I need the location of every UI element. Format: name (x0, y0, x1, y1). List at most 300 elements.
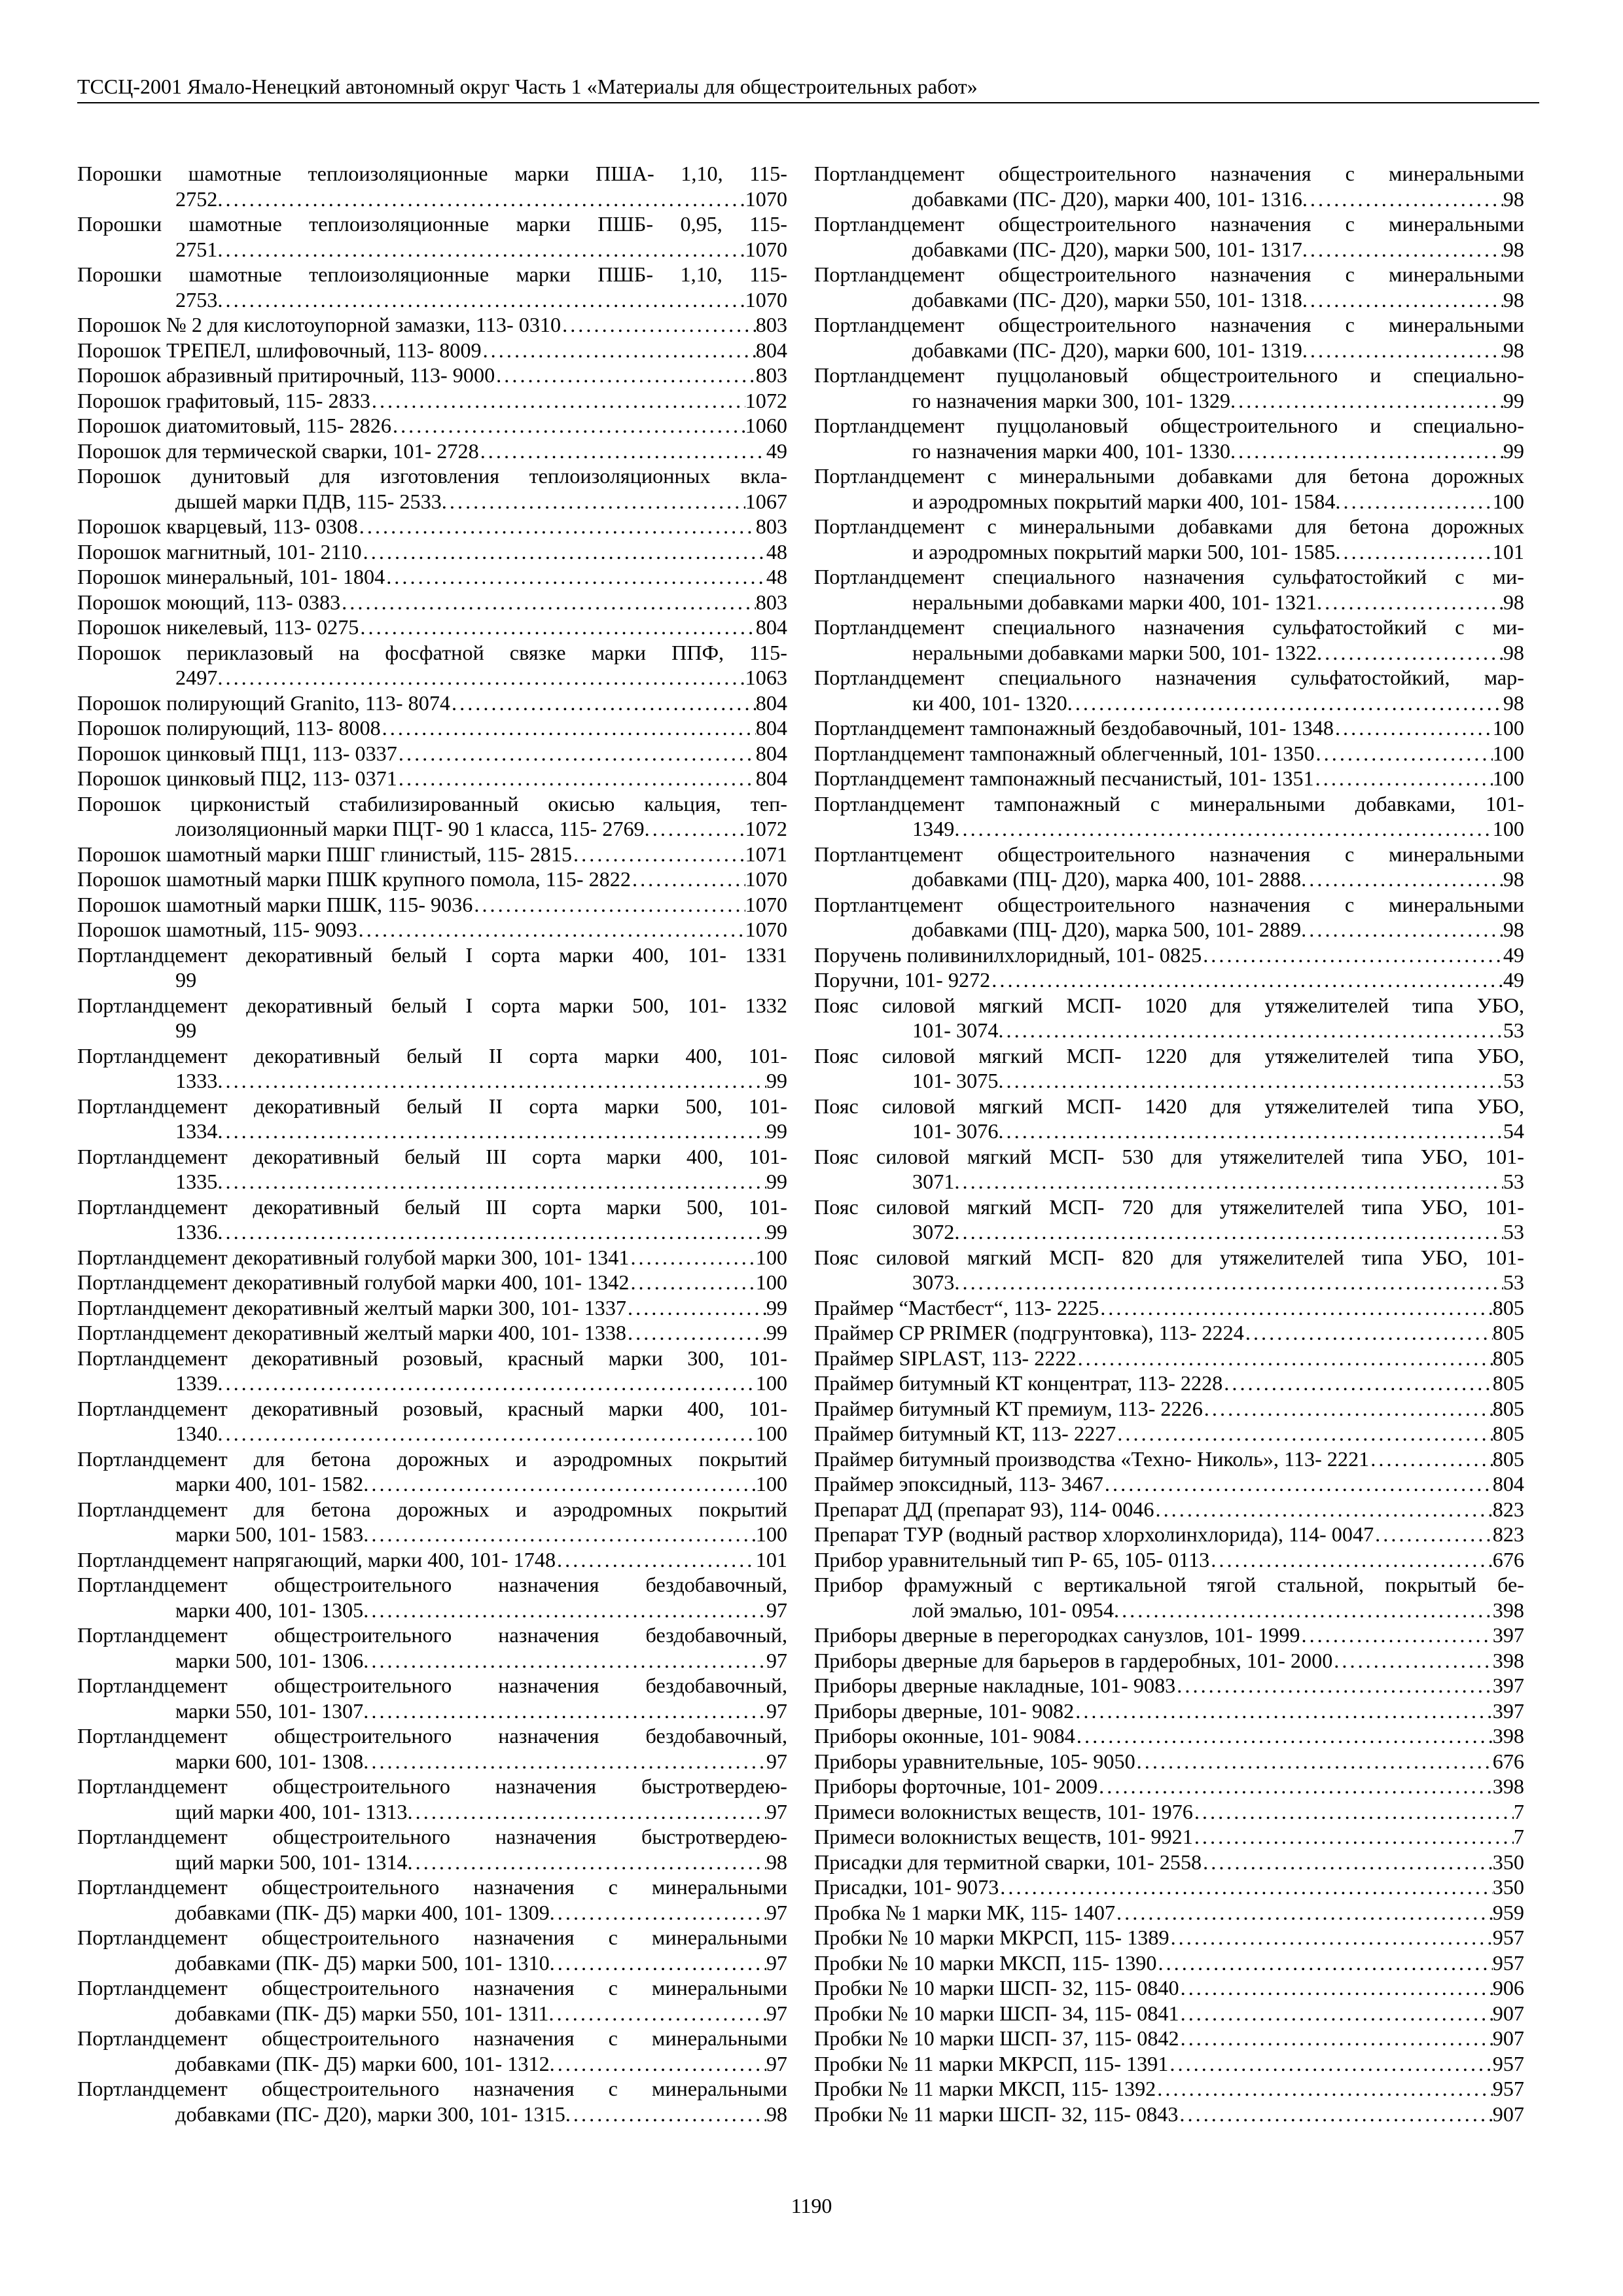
entry-continuation: марки 600, 101- 1308 (175, 1749, 364, 1773)
index-entry (77, 539, 787, 565)
entry-text: Портландцемент общестроительного назначения с минеральными (814, 262, 1524, 286)
page-reference: 97 (766, 1648, 787, 1672)
dot-leader (408, 1850, 766, 1875)
index-entry (814, 1975, 1524, 2001)
page-reference: 100 (1492, 817, 1524, 840)
page-reference: 805 (1492, 1371, 1524, 1395)
entry-text: Пробки № 11 марки ШСП- 32, 115- 0843 (814, 2102, 1179, 2126)
index-entry (77, 1824, 787, 1874)
dot-leader (1175, 1673, 1492, 1698)
entry-text: Поручень поливинилхлоридный, 101- 0825 (814, 942, 1202, 967)
entry-text: Портландцемент декоративный белый II сорта марки 400, 101- (77, 1043, 787, 1067)
running-header: ТССЦ-2001 Ямало-Ненецкий автономный округ Часть 1 «Материалы для общестроительных работ» (77, 73, 1539, 103)
page-reference: 49 (1503, 942, 1524, 967)
dot-leader (217, 287, 745, 313)
index-entry (77, 413, 787, 439)
entry-continuation: 2751 (175, 237, 218, 261)
dot-leader (408, 1799, 766, 1825)
entry-text: Порошок никелевый, 113- 0275 (77, 615, 359, 639)
index-entry (814, 842, 1524, 892)
entry-continuation: добавками (ПС- Д20), марки 300, 101- 1315 (175, 2102, 565, 2126)
entry-text: Пробки № 10 марки ШСП- 32, 115- 0840 (814, 1976, 1179, 2000)
page-reference: 803 (755, 590, 787, 614)
dot-leader (626, 1295, 766, 1321)
page-reference: 49 (1503, 968, 1524, 992)
index-entry (77, 363, 787, 388)
page-reference: 97 (766, 1698, 787, 1723)
page-reference: 98 (1503, 640, 1524, 664)
index-entry (814, 1673, 1524, 1698)
page-reference: 98 (766, 2102, 787, 2126)
index-entry (814, 2026, 1524, 2051)
page-reference: 676 (1492, 1547, 1524, 1571)
page-reference: 98 (1503, 867, 1524, 891)
index-entry (77, 1346, 787, 1396)
dot-leader (217, 237, 745, 262)
index-entry (814, 791, 1524, 842)
entry-continuation: 1349 (912, 817, 955, 840)
page-reference: 53 (1503, 1170, 1524, 1193)
index-entry (77, 615, 787, 640)
index-entry (814, 1824, 1524, 1850)
page-reference: 98 (1503, 187, 1524, 211)
index-entry (77, 1396, 787, 1446)
index-entry (77, 1572, 787, 1623)
page-reference: 959 (1492, 1900, 1524, 1924)
page-reference: 48 (766, 565, 787, 588)
page-reference: 804 (1492, 1472, 1524, 1496)
dot-leader (548, 2001, 766, 2026)
index-entry (814, 993, 1524, 1043)
entry-text: Портландцемент для бетона дорожных и аэродромных покрытий (77, 1446, 787, 1471)
index-entry (814, 1295, 1524, 1321)
entry-text: Примеси волокнистых веществ, 101- 1976 (814, 1799, 1193, 1823)
entry-text: Портландцемент тампонажный с минеральными добавками, 101- (814, 791, 1524, 816)
dot-leader (565, 2102, 766, 2127)
entry-continuation: марки 550, 101- 1307 (175, 1698, 364, 1723)
entry-text: Порошок полирующий, 113- 8008 (77, 716, 381, 740)
dot-leader (358, 514, 756, 539)
entry-text: Приборы уравнительные, 105- 9050 (814, 1749, 1135, 1773)
page-reference: 803 (755, 363, 787, 387)
entry-continuation: ки 400, 101- 1320 (912, 691, 1067, 715)
page-reference: 805 (1492, 1321, 1524, 1344)
entry-text: Прибор фрамужный с вертикальной тягой стальной, покрытый бе- (814, 1573, 1524, 1596)
dot-leader (1169, 1925, 1493, 1950)
page-reference: 907 (1492, 2102, 1524, 2126)
dot-leader (1374, 1522, 1493, 1547)
page-reference: 957 (1492, 2051, 1524, 2075)
entry-text: Праймер битумный КТ концентрат, 113- 2228 (814, 1371, 1223, 1395)
dot-leader (1302, 287, 1503, 313)
entry-text: Порошок графитовый, 115- 2833 (77, 388, 370, 412)
index-entry (814, 1194, 1524, 1245)
entry-text: Портландцемент декоративный белый I сорта марки 400, 101- 1331 (77, 942, 787, 967)
entry-text: Порошки шамотные теплоизоляционные марки ПШБ- 0,95, 115- (77, 212, 787, 236)
entry-text: Порошок шамотный марки ПШГ глинистый, 115- 2815 (77, 842, 573, 866)
page-reference: 7 (1513, 1825, 1524, 1848)
dot-leader (362, 539, 766, 565)
entry-continuation: добавками (ПК- Д5) марки 600, 101- 1312 (175, 2051, 550, 2075)
entry-text: Порошок шамотный, 115- 9093 (77, 918, 357, 941)
index-entry (814, 1723, 1524, 1749)
dot-leader (217, 1219, 766, 1245)
entry-text: Прибор уравнительный тип Р- 65, 105- 0113 (814, 1547, 1210, 1571)
entry-text: Порошок полирующий Granito, 113- 8074 (77, 691, 451, 715)
page-reference: 49 (766, 439, 787, 463)
page-reference: 100 (755, 1270, 787, 1294)
entry-text: Приборы дверные накладные, 101- 9083 (814, 1674, 1176, 1697)
page-reference: 7 (1513, 1799, 1524, 1823)
index-entry (814, 1850, 1524, 1875)
dot-leader (495, 363, 756, 388)
dot-leader (1230, 439, 1503, 464)
index-entry (77, 564, 787, 590)
entry-text: Портландцемент общестроительного назначения бездобавочный, (77, 1724, 787, 1748)
page-reference: 99 (1503, 388, 1524, 412)
entry-continuation: 2752 (175, 187, 218, 211)
entry-text: Портландцемент тампонажный песчанистый, 101- 1351 (814, 766, 1314, 790)
entry-continuation: добавками (ПС- Д20), марки 600, 101- 1319 (912, 338, 1302, 362)
page-reference: 906 (1492, 1976, 1524, 2000)
page-reference: 100 (755, 1371, 787, 1395)
entry-continuation: 99 (175, 1018, 197, 1042)
entry-continuation: 1340 (175, 1422, 218, 1445)
page-reference: 99 (766, 1119, 787, 1143)
dot-leader (1202, 1850, 1493, 1875)
page-reference: 53 (1503, 1220, 1524, 1244)
page-reference: 101 (1492, 539, 1524, 564)
dot-leader (1314, 766, 1493, 791)
page-reference: 397 (1492, 1698, 1524, 1723)
index-entry (77, 262, 787, 312)
page-reference: 97 (766, 1950, 787, 1975)
dot-leader (1179, 2001, 1493, 2026)
dot-leader (217, 1068, 766, 1094)
page-reference: 1070 (745, 287, 787, 312)
dot-leader (561, 312, 756, 338)
page-reference: 676 (1492, 1749, 1524, 1773)
index-entry (77, 993, 787, 1043)
dot-leader (954, 1169, 1503, 1194)
page-reference: 98 (1503, 237, 1524, 261)
entry-text: Пояс силовой мягкий МСП- 1220 для утяжелителей типа УБО, (814, 1043, 1524, 1067)
index-entry (814, 262, 1524, 312)
entry-text: Присадки для термитной сварки, 101- 2558 (814, 1850, 1202, 1874)
entry-continuation: неральными добавками марки 400, 101- 1321 (912, 590, 1317, 614)
dot-leader (1230, 388, 1503, 414)
index-entry (77, 791, 787, 842)
entry-text: Приборы дверные, 101- 9082 (814, 1698, 1075, 1723)
entry-text: Препарат ТУР (водный раствор хлорхолинхлорида), 114- 0047 (814, 1522, 1374, 1546)
index-entry (77, 439, 787, 464)
page-reference: 805 (1492, 1396, 1524, 1420)
entry-continuation: щий марки 400, 101- 1313 (175, 1799, 408, 1823)
index-entry (814, 1144, 1524, 1194)
dot-leader (1179, 1975, 1493, 2001)
index-entry (814, 1572, 1524, 1623)
entry-continuation: 3071 (912, 1170, 955, 1193)
index-entry (814, 1471, 1524, 1497)
dot-leader (340, 590, 756, 615)
entry-text: Портландцемент пуццолановый общестроительного и специально- (814, 414, 1524, 437)
page-reference: 99 (766, 1295, 787, 1319)
dot-leader (626, 1320, 766, 1346)
entry-continuation: неральными добавками марки 500, 101- 1322 (912, 640, 1317, 664)
entry-text: Пробки № 10 марки МКРСП, 115- 1389 (814, 1926, 1169, 1949)
entry-continuation: и аэродромных покрытий марки 400, 101- 1584 (912, 489, 1336, 513)
index-entry (77, 312, 787, 338)
entry-text: Порошок магнитный, 101- 2110 (77, 539, 362, 564)
entry-text: Портландцемент общестроительного назначения бездобавочный, (77, 1674, 787, 1697)
entry-text: Пояс силовой мягкий МСП- 720 для утяжелителей типа УБО, 101- (814, 1194, 1524, 1219)
entry-continuation: добавками (ПС- Д20), марки 500, 101- 1317 (912, 237, 1302, 261)
index-entry (814, 1799, 1524, 1825)
page-reference: 99 (766, 1220, 787, 1244)
index-entry (77, 1497, 787, 1547)
index-column-left (77, 161, 787, 2126)
page-reference: 805 (1492, 1346, 1524, 1370)
entry-text: Порошки шамотные теплоизоляционные марки ПШБ- 1,10, 115- (77, 262, 787, 286)
entry-text: Порошок минеральный, 101- 1804 (77, 565, 385, 588)
index-entry (814, 1421, 1524, 1446)
entry-text: Портландцемент тампонажный бездобавочный, 101- 1348 (814, 716, 1334, 740)
dot-leader (1074, 1698, 1492, 1724)
index-entry (814, 665, 1524, 715)
entry-text: Порошки шамотные теплоизоляционные марки ПША- 1,10, 115- (77, 162, 787, 185)
index-entry (814, 161, 1524, 211)
index-entry (814, 1698, 1524, 1724)
dot-leader (1301, 867, 1503, 892)
index-entry (77, 1925, 787, 1975)
entry-text: Портландцемент декоративный белый III сорта марки 400, 101- (77, 1144, 787, 1168)
dot-leader (217, 1371, 755, 1396)
dot-leader (1202, 942, 1503, 968)
entry-text: Пробки № 11 марки МКСП, 115- 1392 (814, 2077, 1156, 2100)
dot-leader (1179, 2026, 1493, 2051)
dot-leader (1315, 741, 1493, 766)
entry-text: Пробки № 11 марки МКРСП, 115- 1391 (814, 2051, 1169, 2075)
dot-leader (631, 867, 745, 892)
dot-leader (217, 1421, 755, 1446)
entry-text: Портландцемент пуццолановый общестроительного и специально- (814, 363, 1524, 387)
index-entry (814, 413, 1524, 463)
entry-text: Пробки № 10 марки МКСП, 115- 1390 (814, 1950, 1157, 1975)
page-reference: 1063 (745, 666, 787, 689)
dot-leader (1193, 1824, 1514, 1850)
entry-text: Приборы дверные для барьеров в гардеробных, 101- 2000 (814, 1648, 1333, 1672)
page-reference: 350 (1492, 1850, 1524, 1874)
dot-leader (1154, 1497, 1492, 1522)
entry-text: Порошок шамотный марки ПШК, 115- 9036 (77, 892, 473, 916)
dot-leader (370, 388, 745, 414)
dot-leader (990, 967, 1503, 993)
page-reference: 398 (1492, 1724, 1524, 1748)
index-entry (814, 715, 1524, 741)
index-entry (77, 1043, 787, 1094)
index-entry (814, 1094, 1524, 1144)
index-entry (814, 1874, 1524, 1900)
page-reference: 957 (1492, 2077, 1524, 2100)
page-reference: 1072 (745, 817, 787, 840)
entry-text: Праймер битумный производства «Техно- Николь», 113- 2221 (814, 1446, 1370, 1471)
index-entry (814, 892, 1524, 942)
index-entry (814, 514, 1524, 564)
page-reference: 53 (1503, 1270, 1524, 1294)
index-entry (814, 741, 1524, 766)
entry-text: Порошок цинковый ПЦ2, 113- 0371 (77, 766, 397, 790)
dot-leader (1067, 691, 1503, 716)
page-reference: 100 (1492, 766, 1524, 790)
dot-leader (1317, 590, 1503, 615)
index-entry (814, 1396, 1524, 1422)
index-entry (77, 1547, 787, 1573)
page-reference: 397 (1492, 1674, 1524, 1697)
index-entry (814, 1446, 1524, 1472)
entry-text: Праймер SIPLAST, 113- 2222 (814, 1346, 1077, 1370)
index-entry (77, 590, 787, 615)
dot-leader (998, 1068, 1503, 1094)
index-entry (77, 1194, 787, 1245)
dot-leader (1114, 1598, 1493, 1623)
dot-leader (442, 489, 745, 514)
dot-leader (385, 564, 766, 590)
page-reference: 97 (766, 1799, 787, 1823)
dot-leader (217, 1119, 766, 1144)
entry-continuation: 1333 (175, 1069, 218, 1092)
dot-leader (1335, 489, 1492, 514)
dot-leader (1168, 2051, 1492, 2077)
index-entry (77, 741, 787, 766)
entry-text: Порошок абразивный притирочный, 113- 9000 (77, 363, 495, 387)
page-reference: 100 (1492, 716, 1524, 740)
page-reference: 100 (755, 1522, 787, 1546)
dot-leader (1302, 338, 1503, 363)
dot-leader (1203, 1396, 1493, 1422)
entry-continuation: щий марки 500, 101- 1314 (175, 1850, 408, 1874)
entry-text: Портландцемент общестроительного назначения с минеральными (77, 2077, 787, 2100)
dot-leader (999, 1874, 1492, 1900)
entry-continuation: добавками (ПК- Д5) марки 500, 101- 1310 (175, 1950, 550, 1975)
index-entry (814, 766, 1524, 791)
entry-text: Портландцемент декоративный розовый, красный марки 400, 101- (77, 1396, 787, 1420)
page-reference: 53 (1503, 1069, 1524, 1092)
dot-leader (363, 1471, 755, 1497)
dot-leader (450, 691, 756, 716)
index-entry (814, 312, 1524, 363)
page-reference: 957 (1492, 1950, 1524, 1975)
entry-text: Приборы дверные в перегородках санузлов, 101- 1999 (814, 1623, 1300, 1647)
index-entry (77, 1245, 787, 1270)
dot-leader (550, 2051, 766, 2077)
entry-text: Портлантцемент общестроительного назначения с минеральными (814, 892, 1524, 916)
index-entry (814, 1522, 1524, 1547)
entry-text: Портландцемент общестроительного назначения бездобавочный, (77, 1573, 787, 1596)
entry-text: Портландцемент декоративный желтый марки 300, 101- 1337 (77, 1295, 627, 1319)
entry-continuation: марки 500, 101- 1583 (175, 1522, 364, 1546)
index-entry (77, 1623, 787, 1673)
dot-leader (1300, 1623, 1492, 1648)
index-entry (814, 1900, 1524, 1926)
index-entry (77, 842, 787, 867)
page-reference: 803 (755, 514, 787, 538)
dot-leader (217, 1169, 766, 1194)
index-entry (814, 1648, 1524, 1674)
page-reference: 804 (755, 691, 787, 715)
dot-leader (954, 816, 1492, 842)
page-reference: 1072 (745, 388, 787, 412)
entry-text: Порошок дунитовый для изготовления теплоизоляционных вкла- (77, 464, 787, 488)
dot-leader (1301, 917, 1503, 942)
entry-continuation: 101- 3075 (912, 1069, 999, 1092)
entry-continuation: добавками (ПЦ- Д20), марка 400, 101- 2888 (912, 867, 1302, 891)
index-entry (814, 1371, 1524, 1396)
entry-text: Порошок цинковый ПЦ1, 113- 0337 (77, 741, 397, 765)
entry-continuation: 1334 (175, 1119, 218, 1143)
dot-leader (1332, 1648, 1492, 1674)
entry-text: Портландцемент общестроительного назначения быстротвердею- (77, 1774, 787, 1798)
index-entry (77, 1320, 787, 1346)
page-reference: 1070 (745, 892, 787, 916)
index-entry (77, 640, 787, 691)
dot-leader (1335, 539, 1492, 565)
dot-leader (629, 1245, 755, 1270)
entry-text: Пояс силовой мягкий МСП- 1420 для утяжелителей типа УБО, (814, 1094, 1524, 1118)
entry-continuation: 1339 (175, 1371, 218, 1395)
entry-continuation: добавками (ПК- Д5) марки 400, 101- 1309 (175, 1900, 550, 1924)
index-entry (814, 1774, 1524, 1799)
dot-leader (363, 1598, 766, 1623)
entry-continuation: марки 400, 101- 1582 (175, 1472, 364, 1496)
entry-continuation: 2753 (175, 287, 218, 312)
dot-leader (363, 1749, 766, 1774)
entry-text: Портландцемент общестроительного назначения с минеральными (77, 2026, 787, 2050)
index-entry (814, 1623, 1524, 1648)
dot-leader (1077, 1346, 1493, 1371)
entry-continuation: добавками (ПС- Д20), марки 550, 101- 1318 (912, 287, 1302, 312)
index-entry (814, 2102, 1524, 2127)
dot-leader (954, 1270, 1503, 1295)
dot-leader (998, 1119, 1503, 1144)
entry-text: Портландцемент тампонажный облегченный, 101- 1350 (814, 741, 1315, 765)
entry-continuation: лой эмалью, 101- 0954 (912, 1598, 1114, 1622)
dot-leader (359, 615, 755, 640)
entry-continuation: го назначения марки 300, 101- 1329 (912, 388, 1231, 412)
dot-leader (1156, 1950, 1492, 1976)
entry-text: Порошок моющий, 113- 0383 (77, 590, 341, 614)
page-reference: 805 (1492, 1446, 1524, 1471)
dot-leader (1302, 237, 1503, 262)
entry-text: Портландцемент с минеральными добавками для бетона дорожных (814, 464, 1524, 488)
dot-leader (1369, 1446, 1492, 1472)
page-reference: 101 (755, 1547, 787, 1571)
page-reference: 804 (755, 741, 787, 765)
entry-text: Приборы форточные, 101- 2009 (814, 1774, 1098, 1798)
page-reference: 823 (1492, 1497, 1524, 1521)
entry-continuation: го назначения марки 400, 101- 1330 (912, 439, 1231, 463)
dot-leader (645, 816, 745, 842)
entry-text: Праймер битумный КТ, 113- 2227 (814, 1422, 1116, 1445)
dot-leader (1334, 715, 1493, 741)
index-entry (814, 463, 1524, 514)
dot-leader (473, 892, 745, 918)
index-entry (814, 211, 1524, 262)
index-entry (77, 766, 787, 791)
entry-continuation: и аэродромных покрытий марки 500, 101- 1585 (912, 539, 1336, 564)
dot-leader (572, 842, 745, 867)
page-reference: 98 (1503, 918, 1524, 941)
dot-leader (1222, 1371, 1492, 1396)
